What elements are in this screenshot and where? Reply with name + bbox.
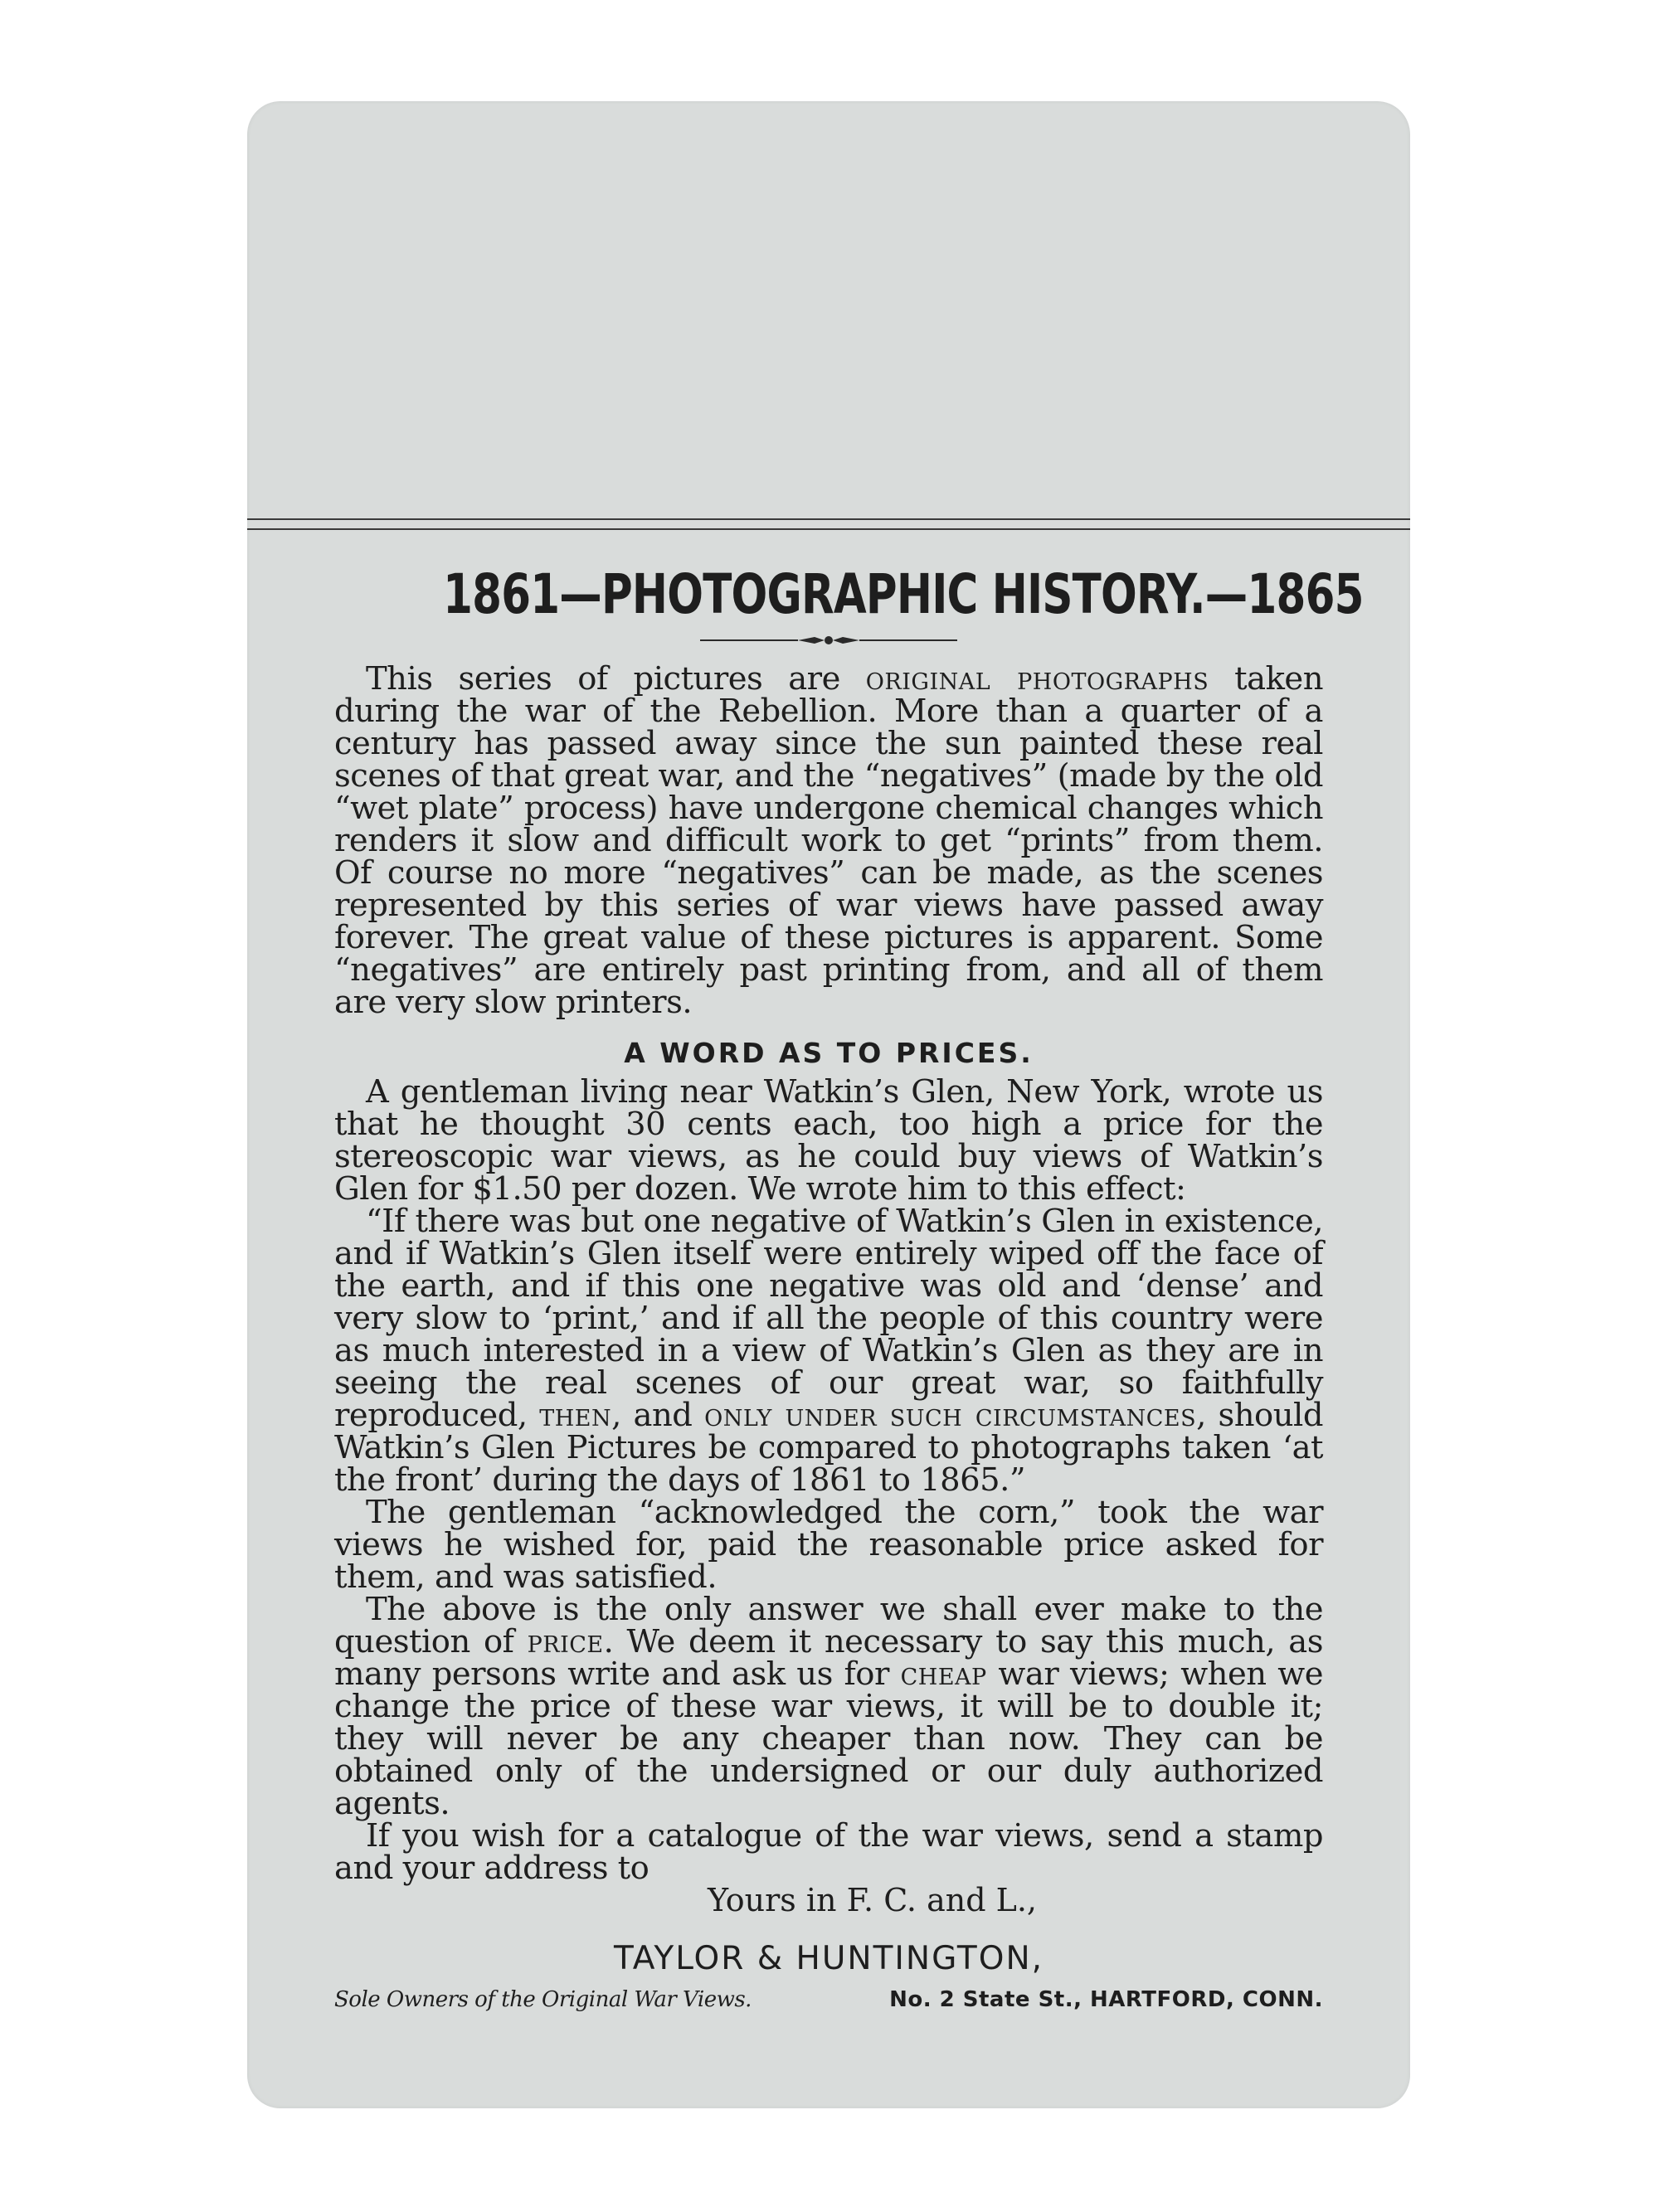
text-run: The above is the only answer we shall ever make to the question of [334,1591,1323,1661]
footer-address: No. 2 State St., HARTFORD, CONN. [889,1987,1323,2013]
small-caps-emphasis: original photographs [865,660,1209,698]
small-caps-emphasis: only under such circumstances [704,1397,1197,1435]
top-divider-rule [247,518,1410,520]
signoff-line: Yours in F. C. and L., [708,1882,1037,1919]
text-run: war views; when we change the price of these war views, it will be to double it; they will never be any cheaper than now. They can be obtained only of the undersigned or our duly authorized agents. [334,1655,1323,1823]
page-title: 1861—PHOTOGRAPHIC HISTORY.—1865 [443,562,1364,626]
card-footer [334,1987,1323,2012]
stereoview-card-back [247,101,1410,2108]
ornament-divider-icon [700,631,957,649]
firm-name: TAYLOR & HUNTINGTON, [613,1940,1044,1978]
catalogue-paragraph: If you wish for a catalogue of the war views, send a stamp and your address to [334,1817,1323,1888]
small-caps-emphasis: cheap [900,1655,987,1694]
card-text-block [334,562,1364,2013]
text-run: , and [611,1397,705,1435]
gentleman-paragraph: A gentleman living near Watkin’s Glen, New York, wrote us that he thought 30 cents each, too high a price for the stereoscopic war views, as he could buy views of Watkin’s Glen for $1.50 per dozen. We wrote him to this effect: [334,1073,1323,1208]
section-heading-prices: A WORD AS TO PRICES. [624,1037,1034,1070]
text-run: taken during the war of the Rebellion. More than a quarter of a century has passed away since the sun painted these real scenes of that great war, and the “negatives” (made by the old “wet plate” process) have undergone chemical changes which renders it slow and difficult work to get “prints” from them. Of course no more “negatives” can be made, as the scenes represented by this series of war views have passed away forever. The great value of these pictures is apparent. Some “negatives” are entirely past printing from, and all of them are very slow printers. [334,660,1323,1022]
text-run: This series of pictures are [366,660,866,698]
bottom-divider-rule [247,528,1410,530]
intro-paragraph [334,660,1323,1022]
text-run: . We deem it necessary to say this much, as many persons write and ask us for [334,1623,1323,1694]
small-caps-emphasis: price [527,1623,604,1661]
text-run: “If there was but one negative of Watkin’s Glen in existence, and if Watkin’s Glen itself were entirely wiped off the face of the earth, and if this one negative was old and ‘dense’ and very slow to ‘print,’ and if all the people of this country were as much interested in a view of Watkin’s Glen as they are in seeing the real scenes of our great war, so faithfully reproduced, [334,1203,1323,1435]
footer-owners-line: Sole Owners of the Original War Views. [334,1987,752,2013]
small-caps-emphasis: then [539,1397,612,1435]
text-run: , should Watkin’s Glen Pictures be compared to photographs taken ‘at the front’ during the days of 1861 to 1865.” [334,1397,1323,1500]
acknowledged-paragraph: The gentleman “acknowledged the corn,” took the war views he wished for, paid the reasonable price asked for them, and was satisfied. [334,1494,1323,1597]
price-policy-paragraph [334,1591,1323,1823]
reply-quote-paragraph [334,1203,1323,1500]
